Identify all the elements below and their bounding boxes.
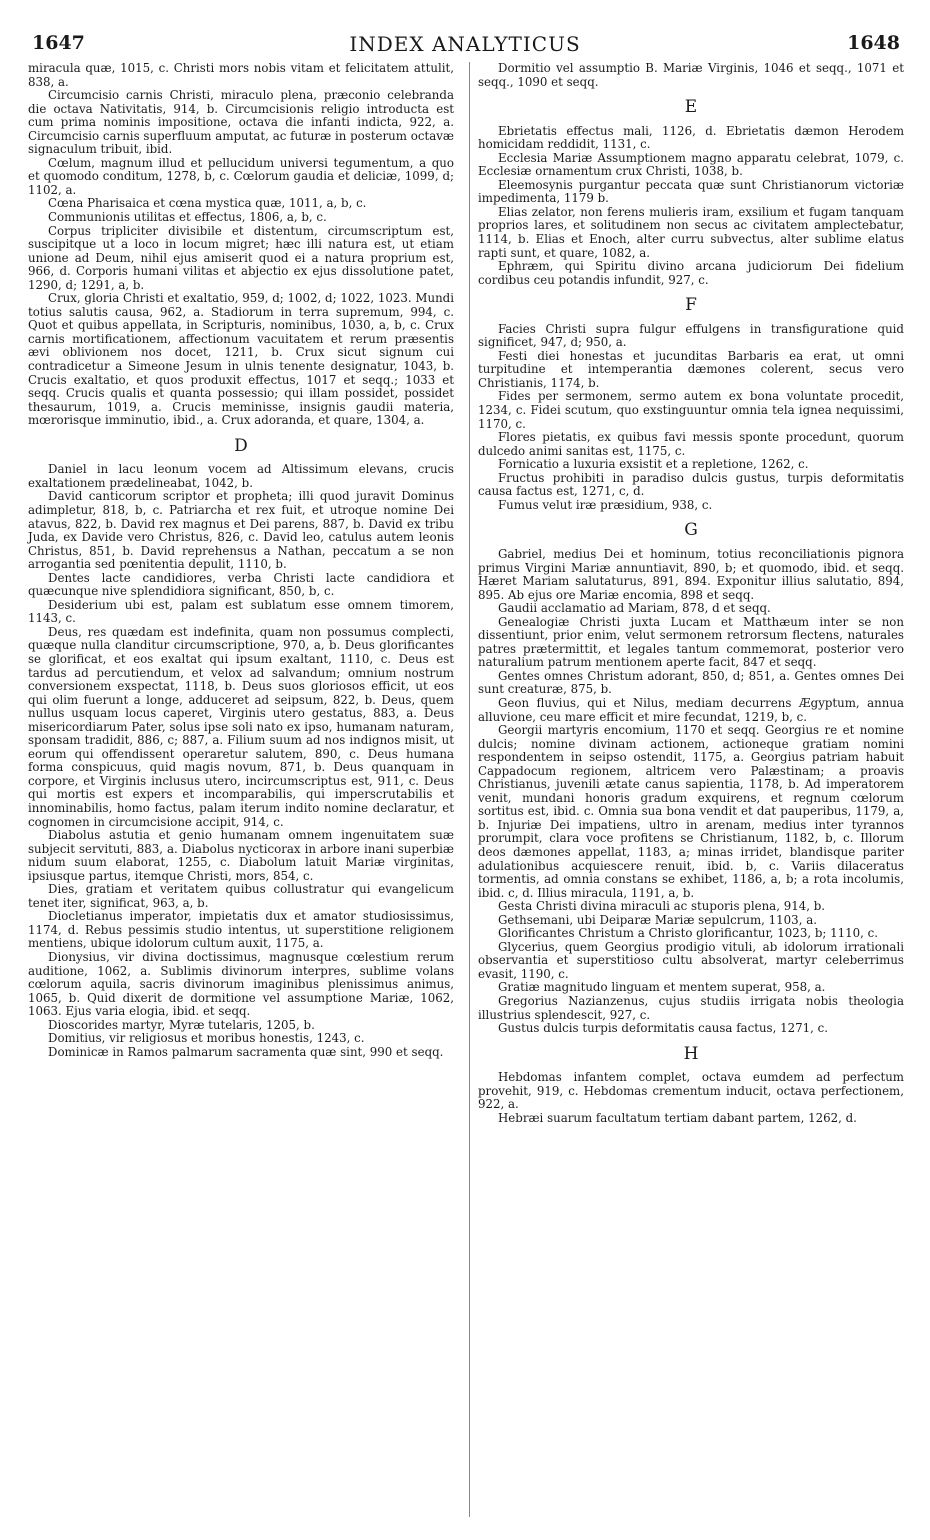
index-entry: Gabriel, medius Dei et hominum, totius reconciliationis pignora primus Virgini Mariæ annuntiavit, 890, b; et quomodo, ibid. et seqq. Hæret Mariam salutaturus, 891, 894. Exponitur illius salutatio, 894, 895. Ab ejus ore Mariæ encomia, 898 et seqq. — [478, 546, 904, 602]
index-entry: Glycerius, quem Georgius prodigio vituli, ab idolorum irrationali observantia et superstitioso cultu absolverat, martyr celeberrimus evasit, 1190, c. — [478, 939, 904, 981]
index-entry: Cœna Pharisaica et cœna mystica quæ, 1011, a, b, c. — [48, 196, 367, 211]
right-column — [478, 62, 904, 1125]
index-entry: Facies Christi supra fulgur effulgens in transfiguratione quid significet, 947, d; 950, a. — [478, 321, 904, 350]
index-entry: Flores pietatis, ex quibus favi messis sponte procedunt, quorum dulcedo animi sanitas est, 1175, c. — [478, 430, 904, 458]
page-number-left: 1647 — [32, 32, 85, 54]
index-entry: Dominicæ in Ramos palmarum sacramenta quæ sint, 990 et seqq. — [48, 1044, 444, 1059]
index-entry: Corpus tripliciter divisibile et distentum, circumscriptum est, suscipitque ut a loco in locum migret; hæc illi natura est, ut etiam unione ad Deum, nihil ejus amiserit quod ei a natura proprium est, 966, d. Corporis humani vilitas et abjectio ex ejus dissolutione patet, 1290, d; 1291, a, b. — [28, 223, 454, 292]
index-entry: Elias zelator, non ferens mulieris iram, exsilium et fugam tanquam proprios lares, et solitudinem non secus ac civitatem amplectebatur, 1114, b. Elias et Enoch, alter curru subvectus, alter sublime elatus rapti sunt, et quare, 1082, a. — [478, 204, 904, 260]
index-entry: Ebrietatis effectus mali, 1126, d. Ebrietatis dæmon Herodem homicidam reddidit, 1131, c. — [478, 123, 904, 152]
index-entry: Ecclesia Mariæ Assumptionem magno apparatu celebrat, 1079, c. Ecclesiæ ornamentum crux Christi, 1038, b. — [478, 150, 904, 179]
page-header — [28, 32, 902, 58]
index-entry: Dentes lacte candidiores, verba Christi lacte candidiora et quæcunque nive splendidiora significant, 850, b, c. — [28, 570, 454, 599]
section-letter-h: H — [683, 1043, 699, 1064]
index-entry: Domitius, vir religiosus et moribus honestis, 1243, c. — [48, 1031, 365, 1046]
section-letter-d: D — [234, 435, 248, 456]
index-entry: Gesta Christi divina miraculi ac stuporis plena, 914, b. — [498, 899, 826, 914]
index-entry: miracula quæ, 1015, c. Christi mors nobis vitam et felicitatem attulit, 838, a. — [28, 61, 454, 89]
index-entry: Gustus dulcis turpis deformitatis causa factus, 1271, c. — [498, 1021, 828, 1036]
index-entry: Fructus prohibiti in paradiso dulcis gustus, turpis deformitatis causa factus est, 1271, c, d. — [478, 470, 904, 499]
index-entry: Fides per sermonem, sermo autem ex bona voluntate procedit, 1234, c. Fidei scutum, quo exstinguuntur omnia tela ignea nequissimi, 1170, c. — [478, 389, 904, 431]
index-entry: Desiderium ubi est, palam est sublatum esse omnem timorem, 1143, c. — [28, 597, 454, 626]
index-entry: Gregorius Nazianzenus, cujus studiis irrigata nobis theologia illustrius splendescit, 927, c. — [478, 994, 904, 1022]
index-entry: Georgii martyris encomium, 1170 et seqq. Georgius re et nomine dulcis; nomine divinam actionem, actioneque gratiam nomini respondentem in seipso ostendit, 1175, a. Georgius patriam habuit Cappadocum regionem, altricem vero Palæstinam; a proavis Christianus, juvenili ætate canus sapientia, 1178, b. Ad imperatorem venit, mundani honoris gradum exquirens, et regnum cœlorum sortitus est, ibid. c. Omnia sua bona vendit et dat pauperibus, 1179, a, b. Injuriæ Dei impatiens, ultro in arenam, medius inter tyrannos prorumpit, clara voce profitens se Christianum, 1182, b, c. Illorum deos dæmones appellat, 1183, a; minas irridet, blandisque pariter adulationibus acquiescere renuit, ibid. b, c. Variis dilaceratus tormentis, ad omnia constans se exhibet, 1186, a, b; a rota incolumis, ibid. c, d. Illius miracula, 1191, a, b. — [478, 723, 904, 900]
index-entry: Communionis utilitas et effectus, 1806, a, b, c. — [48, 210, 327, 225]
index-entry: David canticorum scriptor et propheta; illi quod juravit Dominus adimpletur, 818, b, c. Patriarcha et rex fuit, et utroque nomine Dei atavus, 822, b. David rex magnus et Dei parens, 887, b. David ex tribu Juda, ex Davide vero Christus, 826, c. David leo, catulus autem leonis Christus, 851, b. David reprehensus a Nathan, peccatum a se non arrogantia sed pœnitentia depulit, 1110, b. — [28, 489, 454, 572]
page-number-right: 1648 — [847, 32, 900, 54]
index-entry: Dioscorides martyr, Myræ tutelaris, 1205, b. — [48, 1017, 315, 1032]
index-entry: Geon fluvius, qui et Nilus, mediam decurrens Ægyptum, annua alluvione, ceu mare efficit et mire fecundat, 1219, b, c. — [478, 695, 904, 724]
index-entry: Fornicatio a luxuria exsistit et a repletione, 1262, c. — [498, 457, 809, 472]
left-column — [28, 62, 454, 1059]
index-entry: Circumcisio carnis Christi, miraculo plena, præconio celebranda die octava Nativitatis, 914, b. Circumcisionis religio introducta est cum prima nominis impositione, octava die infanti indicta, 922, a. Circumcisio carnis superfluum amputat, ac futuræ in posterum octavæ signaculum tribuit, ibid. — [28, 88, 454, 157]
index-entry: Hebdomas infantem complet, octava eumdem ad perfectum provehit, 919, c. Hebdomas crementum inducit, octava perfectionem, 922, a. — [478, 1070, 904, 1112]
index-entry: Glorificantes Christum a Christo glorificantur, 1023, b; 1110, c. — [498, 926, 878, 941]
section-letter-f: F — [685, 295, 697, 316]
index-entry: Dies, gratiam et veritatem quibus collustratur qui evangelicum tenet iter, significat, 963, a, b. — [28, 882, 454, 910]
index-entry: Cœlum, magnum illud et pellucidum universi tegumentum, a quo et quomodo conditum, 1278, b, c. Cœlorum gaudia et deliciæ, 1099, d; 1102, a. — [28, 155, 454, 197]
index-entry: Dormitio vel assumptio B. Mariæ Virginis, 1046 et seqq., 1071 et seqq., 1090 et seqq. — [478, 61, 904, 89]
column-divider — [469, 62, 470, 1517]
index-entry: Ephræm, qui Spiritu divino arcana judiciorum Dei fidelium cordibus ceu potandis infundit, 927, c. — [478, 259, 904, 287]
section-letter-e: E — [684, 97, 698, 118]
index-entry: Genealogiæ Christi juxta Lucam et Matthæum inter se non dissentiunt, prior enim, velut sermonem retrorsum flectens, naturales patres prætermittit, et legales tantum commemorat, posterior vero naturalium patrum mentionem aperte facit, 847 et seqq. — [478, 614, 904, 670]
running-title: INDEX ANALYTICUS — [349, 32, 581, 56]
index-entry: Gratiæ magnitudo linguam et mentem superat, 958, a. — [498, 980, 826, 995]
section-letter-g: G — [684, 520, 698, 541]
index-entry: Diocletianus imperator, impietatis dux et amator studiosissimus, 1174, d. Rebus pessimis studio intentus, ut superstitione religionem mentiens, ubique idolorum cultum auxit, 1175, a. — [28, 909, 454, 951]
index-entry: Diabolus astutia et genio humanam omnem ingenuitatem suæ subjecit servituti, 883, a. Diabolus nycticorax in arbore inani superbiæ nidum suum elaborat, 1255, c. Diabolum latuit Mariæ virginitas, ipsiusque partus, itemque Christi, mors, 854, c. — [28, 828, 454, 883]
index-entry: Hebræi suarum facultatum tertiam dabant partem, 1262, d. — [498, 1110, 857, 1125]
index-entry: Festi diei honestas et jucunditas Barbaris ea erat, ut omni turpitudine et intemperantia dæmones colerent, secus vero Christianis, 1174, b. — [478, 348, 904, 390]
index-entry: Gethsemani, ubi Deiparæ Mariæ sepulcrum, 1103, a. — [498, 912, 817, 927]
index-entry: Deus, res quædam est indefinita, quam non possumus complecti, quæque nulla clanditur circumscriptione, 970, a, b. Deus glorificantes se glorificat, et eos exaltat qui ipsum exaltant, 1110, c. Deus est tardus ad percutiendum, et velox ad salvandum; omnium nostrum conversionem exspectat, 1118, b. Deus suos gloriosos efficit, ut eos qui olim fuerunt a longe, adduceret ad seipsum, 822, b. Deus, quem nullus usquam locus caperet, Virginis utero gestatus, 883, a. Deus misericordiarum Pater, solus ipse soli nato ex ipso, humanam naturam, sponsam tradidit, 886, c; 887, a. Filium suum ad nos indignos misit, ut eorum qui offendissent operaretur salutem, 890, c. Deus humana forma conspicuus, quid magis novum, 871, b. Deus quanquam in corpore, et Virginis inclusus utero, incircumscriptus est, 911, c. Deus qui mortis est expers et incomparabilis, qui imperscrutabilis et innominabilis, homo factus, palam iterum indito nomine declaratur, et cognomen in circumcisione accipit, 914, c. — [28, 624, 454, 829]
index-entry: Crux, gloria Christi et exaltatio, 959, d; 1002, d; 1022, 1023. Mundi totius salutis causa, 962, a. Stadiorum in terra supremum, 994, c. Quot et quibus appellata, in Scripturis, nominibus, 1030, a, b, c. Crux carnis mortificationem, affectionum vacuitatem et rerum præsentis ævi oblivionem nos docet, 1211, b. Crux sicut signum cui contradicetur a Simeone Jesum in ulnis tenente designatur, 1043, b. Crucis exaltatio, et quos produxit effectus, 1017 et seqq.; 1033 et seqq. Crucis qualis et quanta possessio; qui illam possidet, possidet thesaurum, 1019, a. Crucis meminisse, insignis gaudii materia, mœrorisque imminutio, ibid., a. Crux adoranda, et quare, 1304, a. — [28, 291, 454, 428]
index-entry: Gentes omnes Christum adorant, 850, d; 851, a. Gentes omnes Dei sunt creaturæ, 875, b. — [478, 668, 904, 697]
index-entry: Daniel in lacu leonum vocem ad Altissimum elevans, crucis exaltationem prædelineabat, 1042, b. — [28, 462, 454, 490]
index-entry: Fumus velut iræ præsidium, 938, c. — [498, 497, 713, 512]
index-entry: Eleemosynis purgantur peccata quæ sunt Christianorum victoriæ impedimenta, 1179 b. — [478, 177, 904, 206]
index-entry: Gaudii acclamatio ad Mariam, 878, d et seqq. — [498, 601, 771, 616]
index-entry: Dionysius, vir divina doctissimus, magnusque cœlestium rerum auditione, 1062, a. Sublimis divinorum interpres, sublime volans cœlorum aquila, sacris divinorum imaginibus plenissimus animus, 1065, b. Quid dixerit de dormitione vel assumptione Mariæ, 1062, 1063. Ejus varia elogia, ibid. et seqq. — [28, 950, 454, 1019]
